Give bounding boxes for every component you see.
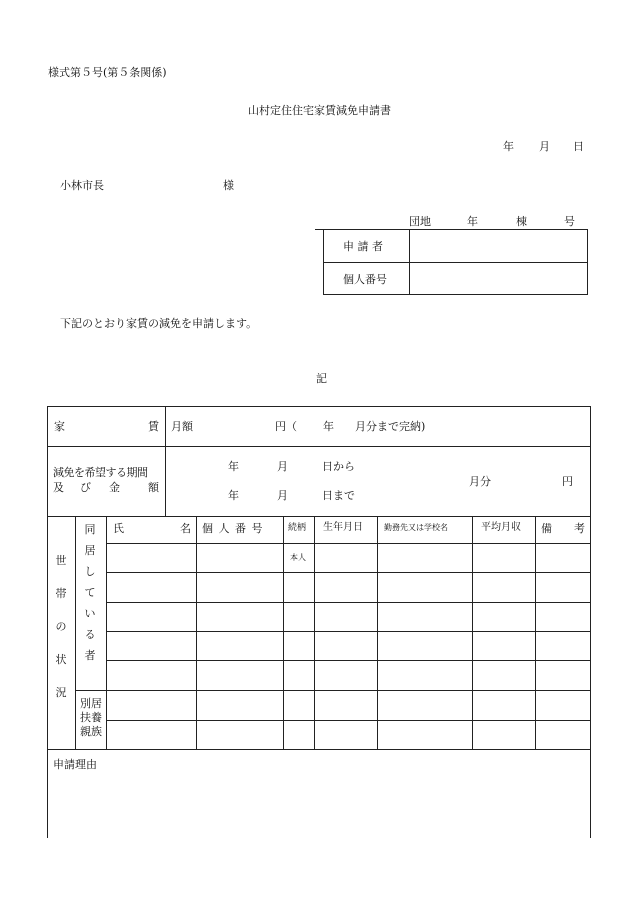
date-month-label: 月 xyxy=(539,140,550,153)
col-note-right: 考 xyxy=(574,522,585,535)
cohabiting-label xyxy=(81,524,99,661)
period-from-month: 月 xyxy=(277,460,288,473)
id-column-divider xyxy=(283,516,284,749)
cohabiting-section-bottom xyxy=(75,690,591,691)
col-relation: 続柄 xyxy=(288,523,307,533)
separate-label-line: 扶養 xyxy=(80,711,102,724)
household-side-label xyxy=(52,555,70,698)
period-label-gaku: 額 xyxy=(148,481,159,494)
period-to-month: 月 xyxy=(277,489,288,502)
household-row-line-3 xyxy=(106,631,591,632)
period-row-bottom xyxy=(47,516,591,517)
separate-row-line xyxy=(106,720,591,721)
rent-row-bottom xyxy=(47,446,591,447)
relation-column-divider xyxy=(314,516,315,749)
side-label-char: の xyxy=(55,620,67,633)
cohabiting-label-char: る xyxy=(84,628,96,641)
period-to-day: 日まで xyxy=(322,489,355,502)
paid-year-label: 年 xyxy=(323,420,334,433)
danchi-label: 団地 xyxy=(409,215,431,228)
label-column-divider xyxy=(165,406,166,516)
rent-label-left: 家 xyxy=(54,420,65,433)
building-label: 棟 xyxy=(516,215,527,228)
relation-self: 本人 xyxy=(290,553,306,562)
separate-label-line: 別居 xyxy=(80,697,102,710)
cohabiting-label-char: て xyxy=(84,586,96,599)
period-label-bi: び xyxy=(80,481,91,494)
addressee: 小林市長 xyxy=(60,179,104,192)
cohabiting-label-char: し xyxy=(84,565,96,578)
separate-dependents-label xyxy=(78,698,104,737)
income-column-divider xyxy=(535,516,536,749)
side-label-char: 況 xyxy=(55,686,67,699)
table-left-border xyxy=(47,406,48,838)
cohabiting-label-char: 者 xyxy=(84,649,96,662)
room-number-label: 号 xyxy=(564,215,575,228)
intro-text: 下記のとおり家賃の減免を申請します。 xyxy=(60,317,258,330)
rent-label-right: 賃 xyxy=(148,420,159,433)
household-section-bottom xyxy=(47,749,591,750)
household-row-line-1 xyxy=(106,572,591,573)
side-label-char: 帯 xyxy=(55,587,67,600)
date-year-label: 年 xyxy=(503,140,514,153)
period-label-and: 及 xyxy=(53,481,64,494)
applicant-id-number-label: 個人番号 xyxy=(343,273,387,286)
period-to-year: 年 xyxy=(228,489,239,502)
household-header-bottom xyxy=(106,543,591,544)
form-number: 様式第５号(第５条関係) xyxy=(48,66,167,79)
reason-field[interactable] xyxy=(48,775,589,838)
side-label-char: 状 xyxy=(55,653,67,666)
form-title: 山村定住住宅家賃減免申請書 xyxy=(248,104,391,117)
side-label-divider xyxy=(75,516,76,749)
table-right-border xyxy=(590,406,591,838)
table-top-border xyxy=(47,406,591,407)
separate-label-line: 親族 xyxy=(80,725,102,738)
col-workplace: 勤務先又は学校名 xyxy=(384,523,448,532)
applicant-label: 申 請 者 xyxy=(343,240,383,253)
col-name-left: 氏 xyxy=(113,522,124,535)
monthly-rent-label: 月額 xyxy=(171,420,193,433)
col-note-left: 備 xyxy=(541,522,552,535)
honorific: 様 xyxy=(223,179,234,192)
name-column-divider xyxy=(196,516,197,749)
period-from-day: 日から xyxy=(322,460,355,473)
paid-until-label: 月分まで完納) xyxy=(355,420,426,433)
col-id-number: 個 人 番 号 xyxy=(202,522,264,535)
period-label-kin: 金 xyxy=(109,481,120,494)
monthly-amount-label: 月分 xyxy=(469,475,491,488)
applicant-id-number-field[interactable] xyxy=(410,263,587,294)
period-from-year: 年 xyxy=(228,460,239,473)
yen-label: 円（ xyxy=(275,420,297,433)
date-day-label: 日 xyxy=(573,140,584,153)
col-name-right: 名 xyxy=(180,522,191,535)
cohabiting-label-char: い xyxy=(84,607,96,620)
cohabiting-label-char: 同 xyxy=(84,523,96,536)
birth-column-divider xyxy=(377,516,378,749)
col-birth-date: 生年月日 xyxy=(323,522,363,533)
period-label-line1: 減免を希望する期間 xyxy=(53,466,148,479)
applicant-name-field[interactable] xyxy=(410,230,587,261)
col-income: 平均月収 xyxy=(481,522,521,533)
group-label-divider xyxy=(106,516,107,749)
workplace-column-divider xyxy=(472,516,473,749)
household-row-line-2 xyxy=(106,602,591,603)
cohabiting-label-char: 居 xyxy=(84,544,96,557)
ki-label: 記 xyxy=(316,372,327,385)
household-row-line-4 xyxy=(106,660,591,661)
side-label-char: 世 xyxy=(55,554,67,567)
reason-label: 申請理由 xyxy=(53,758,97,771)
building-year-label: 年 xyxy=(467,215,478,228)
amount-yen-label: 円 xyxy=(562,475,573,488)
